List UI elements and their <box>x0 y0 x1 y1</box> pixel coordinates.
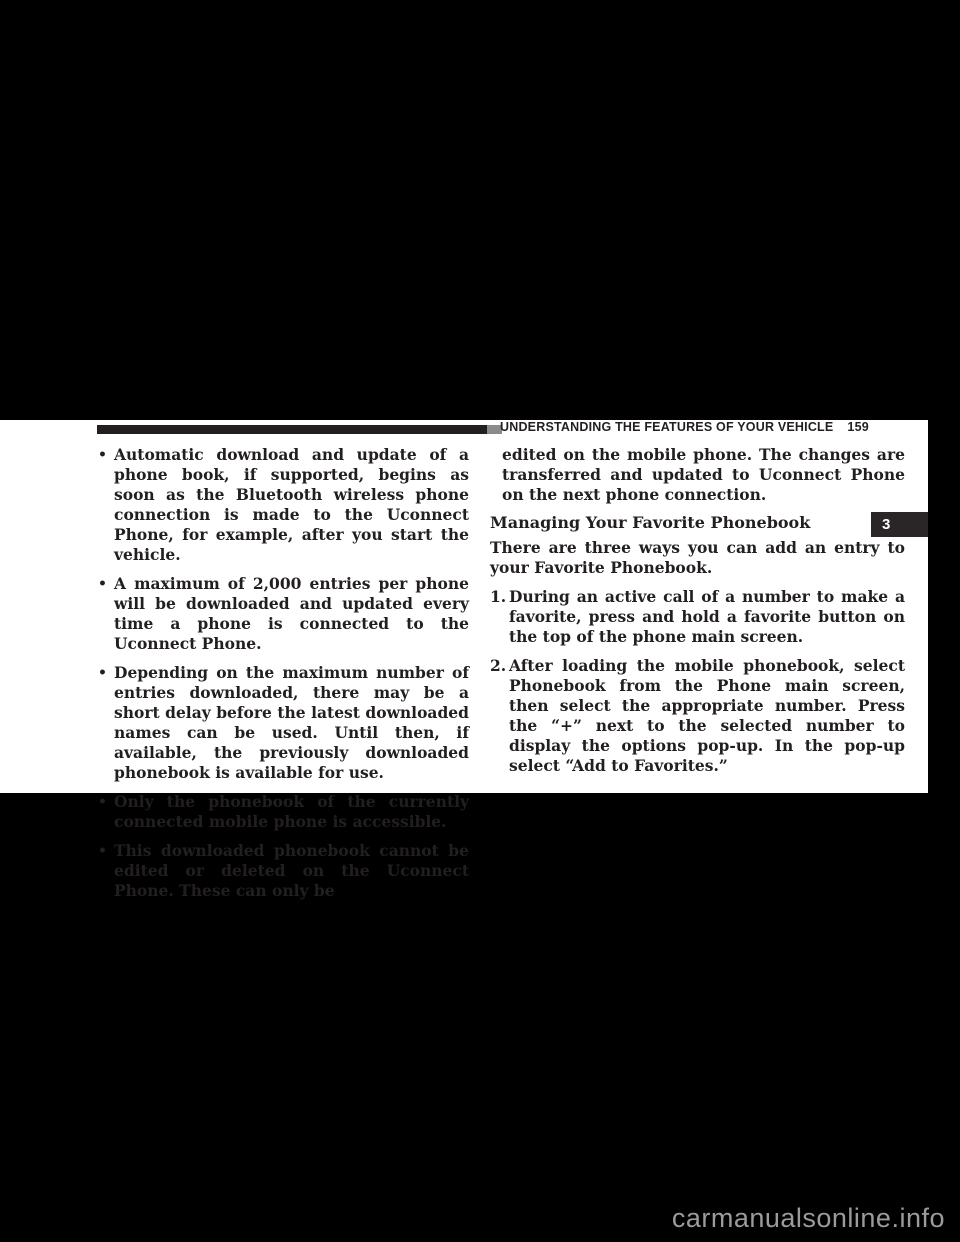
header-rule-bar <box>97 425 487 434</box>
watermark-text: carmanualsonline.info <box>671 1203 945 1233</box>
left-column <box>97 445 469 910</box>
bullet-text: This downloaded phonebook cannot be edited or deleted on the Uconnect Phone. These can only be <box>114 841 469 900</box>
step-number: 1. <box>490 587 507 606</box>
bullet-text: A maximum of 2,000 entries per phone will be downloaded and updated every time a phone is connected to the Uconnect Phone. <box>114 574 469 653</box>
list-item <box>97 841 469 901</box>
bullet-icon: • <box>98 843 107 859</box>
section-heading: Managing Your Favorite Phonebook <box>490 513 811 532</box>
running-head <box>500 420 910 435</box>
list-item <box>97 663 469 783</box>
bullet-icon: • <box>98 794 107 810</box>
list-item <box>97 792 469 832</box>
list-item <box>490 656 905 776</box>
bullet-text: Depending on the maximum number of entries downloaded, there may be a short delay before the latest downloaded names can be used. Until then, if available, the previously downloaded phonebook is available for use. <box>114 663 469 782</box>
page-number: 159 <box>847 420 869 434</box>
right-column <box>490 445 905 785</box>
bullet-text: Only the phonebook of the currently connected mobile phone is accessible. <box>114 792 469 831</box>
bullet-icon: • <box>98 665 107 681</box>
list-item <box>97 445 469 565</box>
numbered-steps <box>490 587 905 776</box>
list-item <box>490 587 905 647</box>
bullet-icon: • <box>98 576 107 592</box>
bullet-icon: • <box>98 447 107 463</box>
step-text: After loading the mobile phonebook, select Phonebook from the Phone main screen, then select the appropriate number. Press the “+” next to the selected number to display the options pop-up. In the pop-up select “Add to Favorites.” <box>509 656 905 775</box>
scanned-page <box>0 420 928 900</box>
step-text: During an active call of a number to make a favorite, press and hold a favorite button on the top of the phone main screen. <box>509 587 905 646</box>
running-head-title: UNDERSTANDING THE FEATURES OF YOUR VEHICLE <box>500 420 834 434</box>
chapter-tab-number: 3 <box>882 516 891 533</box>
list-item <box>97 574 469 654</box>
intro-paragraph: There are three ways you can add an entry to your Favorite Phonebook. <box>490 538 905 577</box>
continuation-paragraph: edited on the mobile phone. The changes are transferred and updated to Uconnect Phone on the next phone connection. <box>502 445 905 504</box>
bullet-list <box>97 445 469 901</box>
bullet-text: Automatic download and update of a phone book, if supported, begins as soon as the Bluetooth wireless phone connection is made to the Uconnect Phone, for example, after you start the vehicle. <box>114 445 469 564</box>
step-number: 2. <box>490 656 507 675</box>
